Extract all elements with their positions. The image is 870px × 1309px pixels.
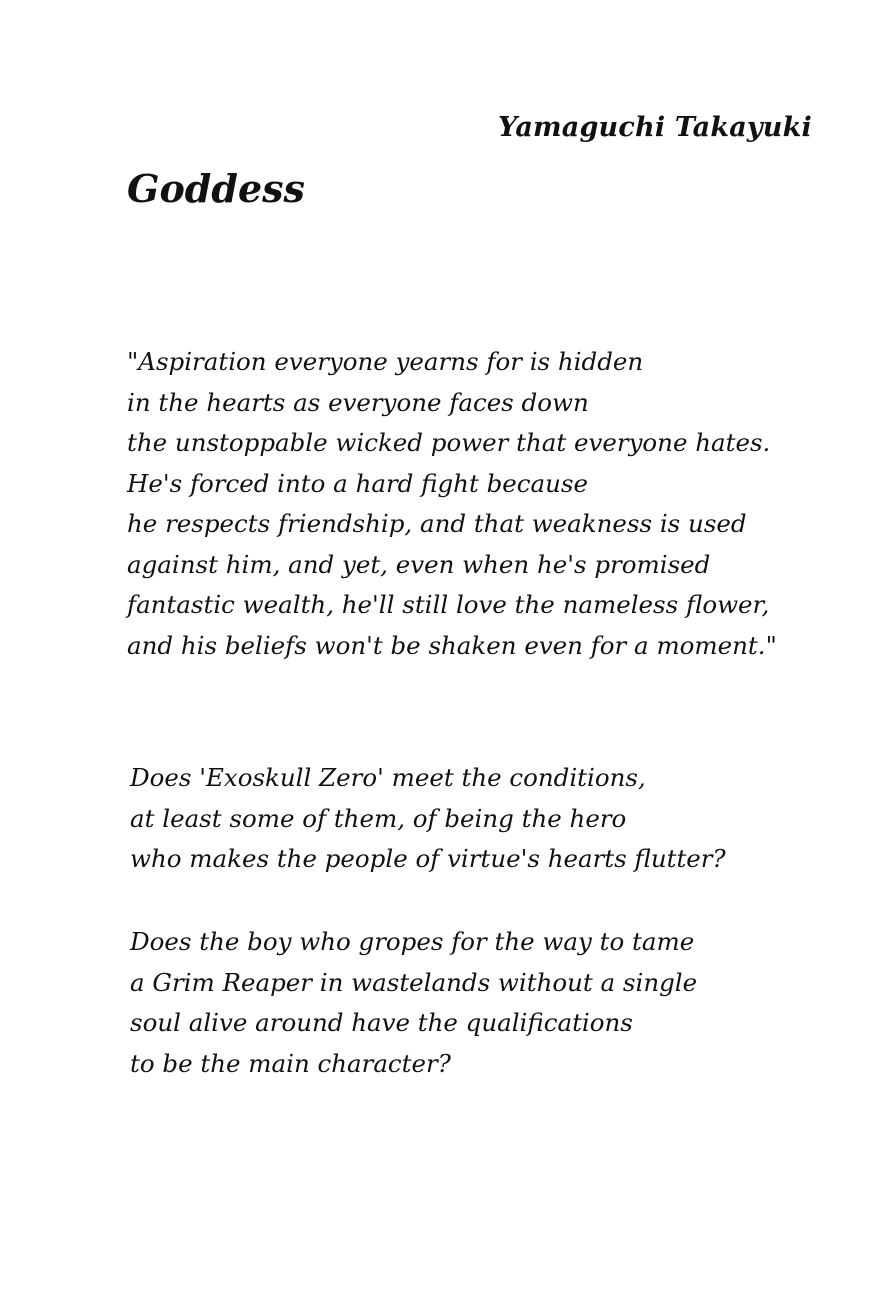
poem-line: fantastic wealth, he'll still love the nameless flower, xyxy=(127,590,770,619)
poem-stanza-1 xyxy=(127,342,847,666)
poem-line: the unstoppable wicked power that everyone hates. xyxy=(127,428,771,457)
poem-line: He's forced into a hard fight because xyxy=(127,468,588,498)
poem-line: Does 'Exoskull Zero' meet the conditions, xyxy=(130,763,646,792)
poem-line: and his beliefs won't be shaken even for a moment." xyxy=(127,630,777,660)
poem-line: a Grim Reaper in wastelands without a single xyxy=(130,967,698,997)
poem-line: he respects friendship, and that weakness is used xyxy=(127,509,747,538)
poem-stanza-2 xyxy=(130,758,850,880)
poem-title: Goddess xyxy=(127,166,305,211)
poem-line: who makes the people of virtue's hearts flutter? xyxy=(130,844,726,873)
poem-line: "Aspiration everyone yearns for is hidden xyxy=(127,347,644,376)
poem-line: Does the boy who gropes for the way to tame xyxy=(130,927,695,956)
poem-line: at least some of them, of being the hero xyxy=(130,803,627,833)
author-name: Yamaguchi Takayuki xyxy=(497,112,812,143)
poem-stanza-3 xyxy=(130,922,850,1084)
poem-line: in the hearts as everyone faces down xyxy=(127,387,589,417)
poem-line: to be the main character? xyxy=(130,1048,451,1078)
poem-line: soul alive around have the qualifications xyxy=(130,1008,633,1037)
poem-line: against him, and yet, even when he's promised xyxy=(127,549,711,579)
